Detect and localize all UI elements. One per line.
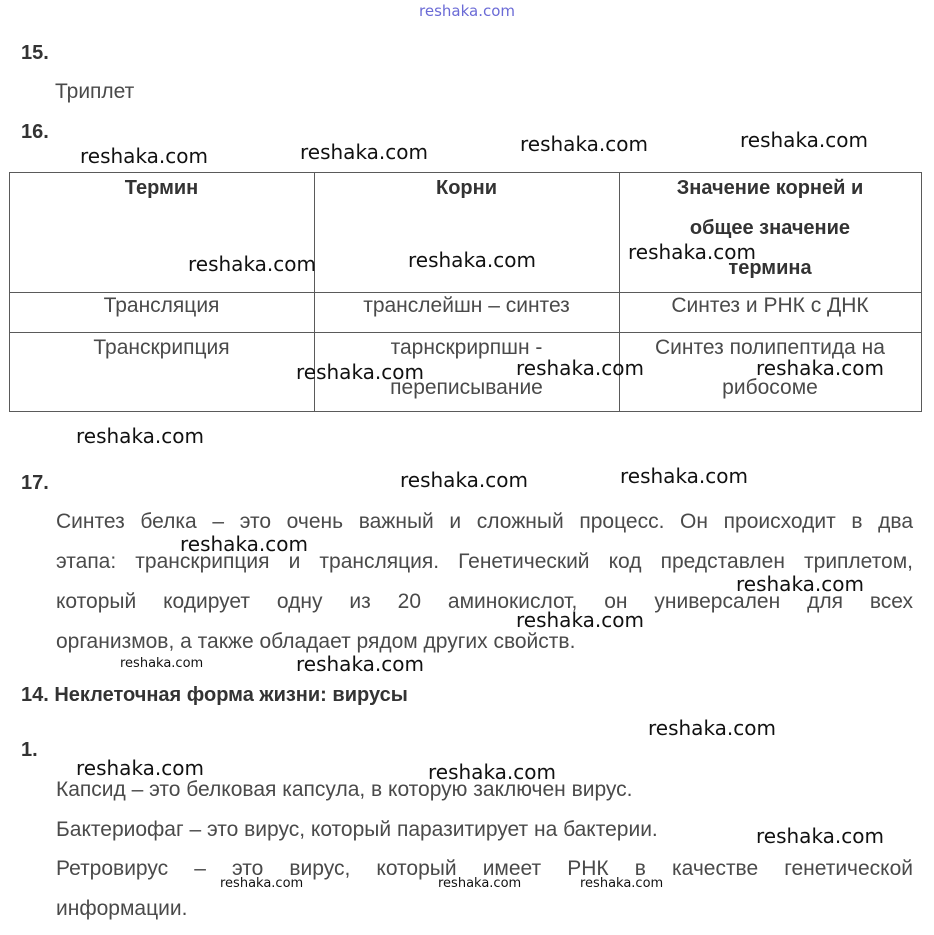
section-17-line: организмов, а также обладает рядом других свойств. xyxy=(56,630,576,653)
table-cell-meaning: Синтез и РНК с ДНК xyxy=(671,294,869,317)
watermark: reshaka.com xyxy=(188,252,316,276)
watermark: reshaka.com xyxy=(520,132,648,156)
table-header-meaning-line: общее значение xyxy=(689,217,851,239)
section-17-number: 17. xyxy=(21,472,49,494)
watermark: reshaka.com xyxy=(300,140,428,164)
table-header-roots: Корни xyxy=(435,177,497,199)
top-watermark: reshaka.com xyxy=(419,2,515,20)
table-cell-roots-line: тарнскрирпшн - xyxy=(390,336,543,359)
watermark: reshaka.com xyxy=(76,424,204,448)
section-14-line: информации. xyxy=(56,897,188,920)
table-border-right xyxy=(921,172,922,412)
table-cell-term: Транскрипция xyxy=(93,336,230,359)
watermark: reshaka.com xyxy=(400,468,528,492)
watermark: reshaka.com xyxy=(736,572,864,596)
section-14-line: Ретровирус – это вирус, который имеет РНК в качестве генетической xyxy=(56,857,913,880)
table-border-bottom xyxy=(9,411,922,412)
section-14-line: Бактериофаг – это вирус, который паразитирует на бактерии. xyxy=(56,818,658,841)
section-17-line: Синтез белка – это очень важный и сложный процесс. Он происходит в два xyxy=(56,510,913,533)
watermark: reshaka.com xyxy=(220,876,304,891)
watermark: reshaka.com xyxy=(648,716,776,740)
watermark: reshaka.com xyxy=(408,248,536,272)
table-header-term: Термин xyxy=(124,177,199,199)
section-16-number: 16. xyxy=(21,121,49,143)
table-cell-meaning-line: рибосоме xyxy=(722,376,818,399)
section-14-line: Капсид – это белковая капсула, в которую заключен вирус. xyxy=(56,778,633,801)
watermark: reshaka.com xyxy=(516,356,644,380)
table-cell-roots-line: переписывание xyxy=(390,376,543,399)
watermark: reshaka.com xyxy=(756,824,884,848)
table-cell-meaning-line: Синтез полипептида на xyxy=(655,336,885,359)
watermark: reshaka.com xyxy=(756,356,884,380)
watermark: reshaka.com xyxy=(628,240,756,264)
section-15-answer: Триплет xyxy=(55,80,135,103)
watermark: reshaka.com xyxy=(80,144,208,168)
watermark: reshaka.com xyxy=(740,128,868,152)
section-15-number: 15. xyxy=(21,42,49,64)
watermark: reshaka.com xyxy=(620,464,748,488)
table-header-meaning xyxy=(619,168,921,288)
section-14-heading: 14. Неклеточная форма жизни: вирусы xyxy=(21,684,408,706)
watermark: reshaka.com xyxy=(180,532,308,556)
watermark: reshaka.com xyxy=(428,760,556,784)
watermark: reshaka.com xyxy=(438,876,522,891)
table-cell-term: Трансляция xyxy=(103,294,220,317)
watermark: reshaka.com xyxy=(120,656,204,671)
watermark: reshaka.com xyxy=(580,876,664,891)
watermark: reshaka.com xyxy=(516,608,644,632)
table-header-meaning-line: термина xyxy=(728,257,812,279)
watermark: reshaka.com xyxy=(296,652,424,676)
watermark: reshaka.com xyxy=(76,756,204,780)
watermark: reshaka.com xyxy=(296,360,424,384)
table-header-meaning-line: Значение корней и xyxy=(676,177,864,199)
section-14-item-number: 1. xyxy=(21,739,38,761)
section-17-line: этапа: транскрипция и трансляция. Генетический код представлен триплетом, xyxy=(56,550,913,573)
table-cell-roots: транслейшн – синтез xyxy=(363,294,570,317)
section-17-line: который кодирует одну из 20 аминокислот, он универсален для всех xyxy=(56,590,913,613)
